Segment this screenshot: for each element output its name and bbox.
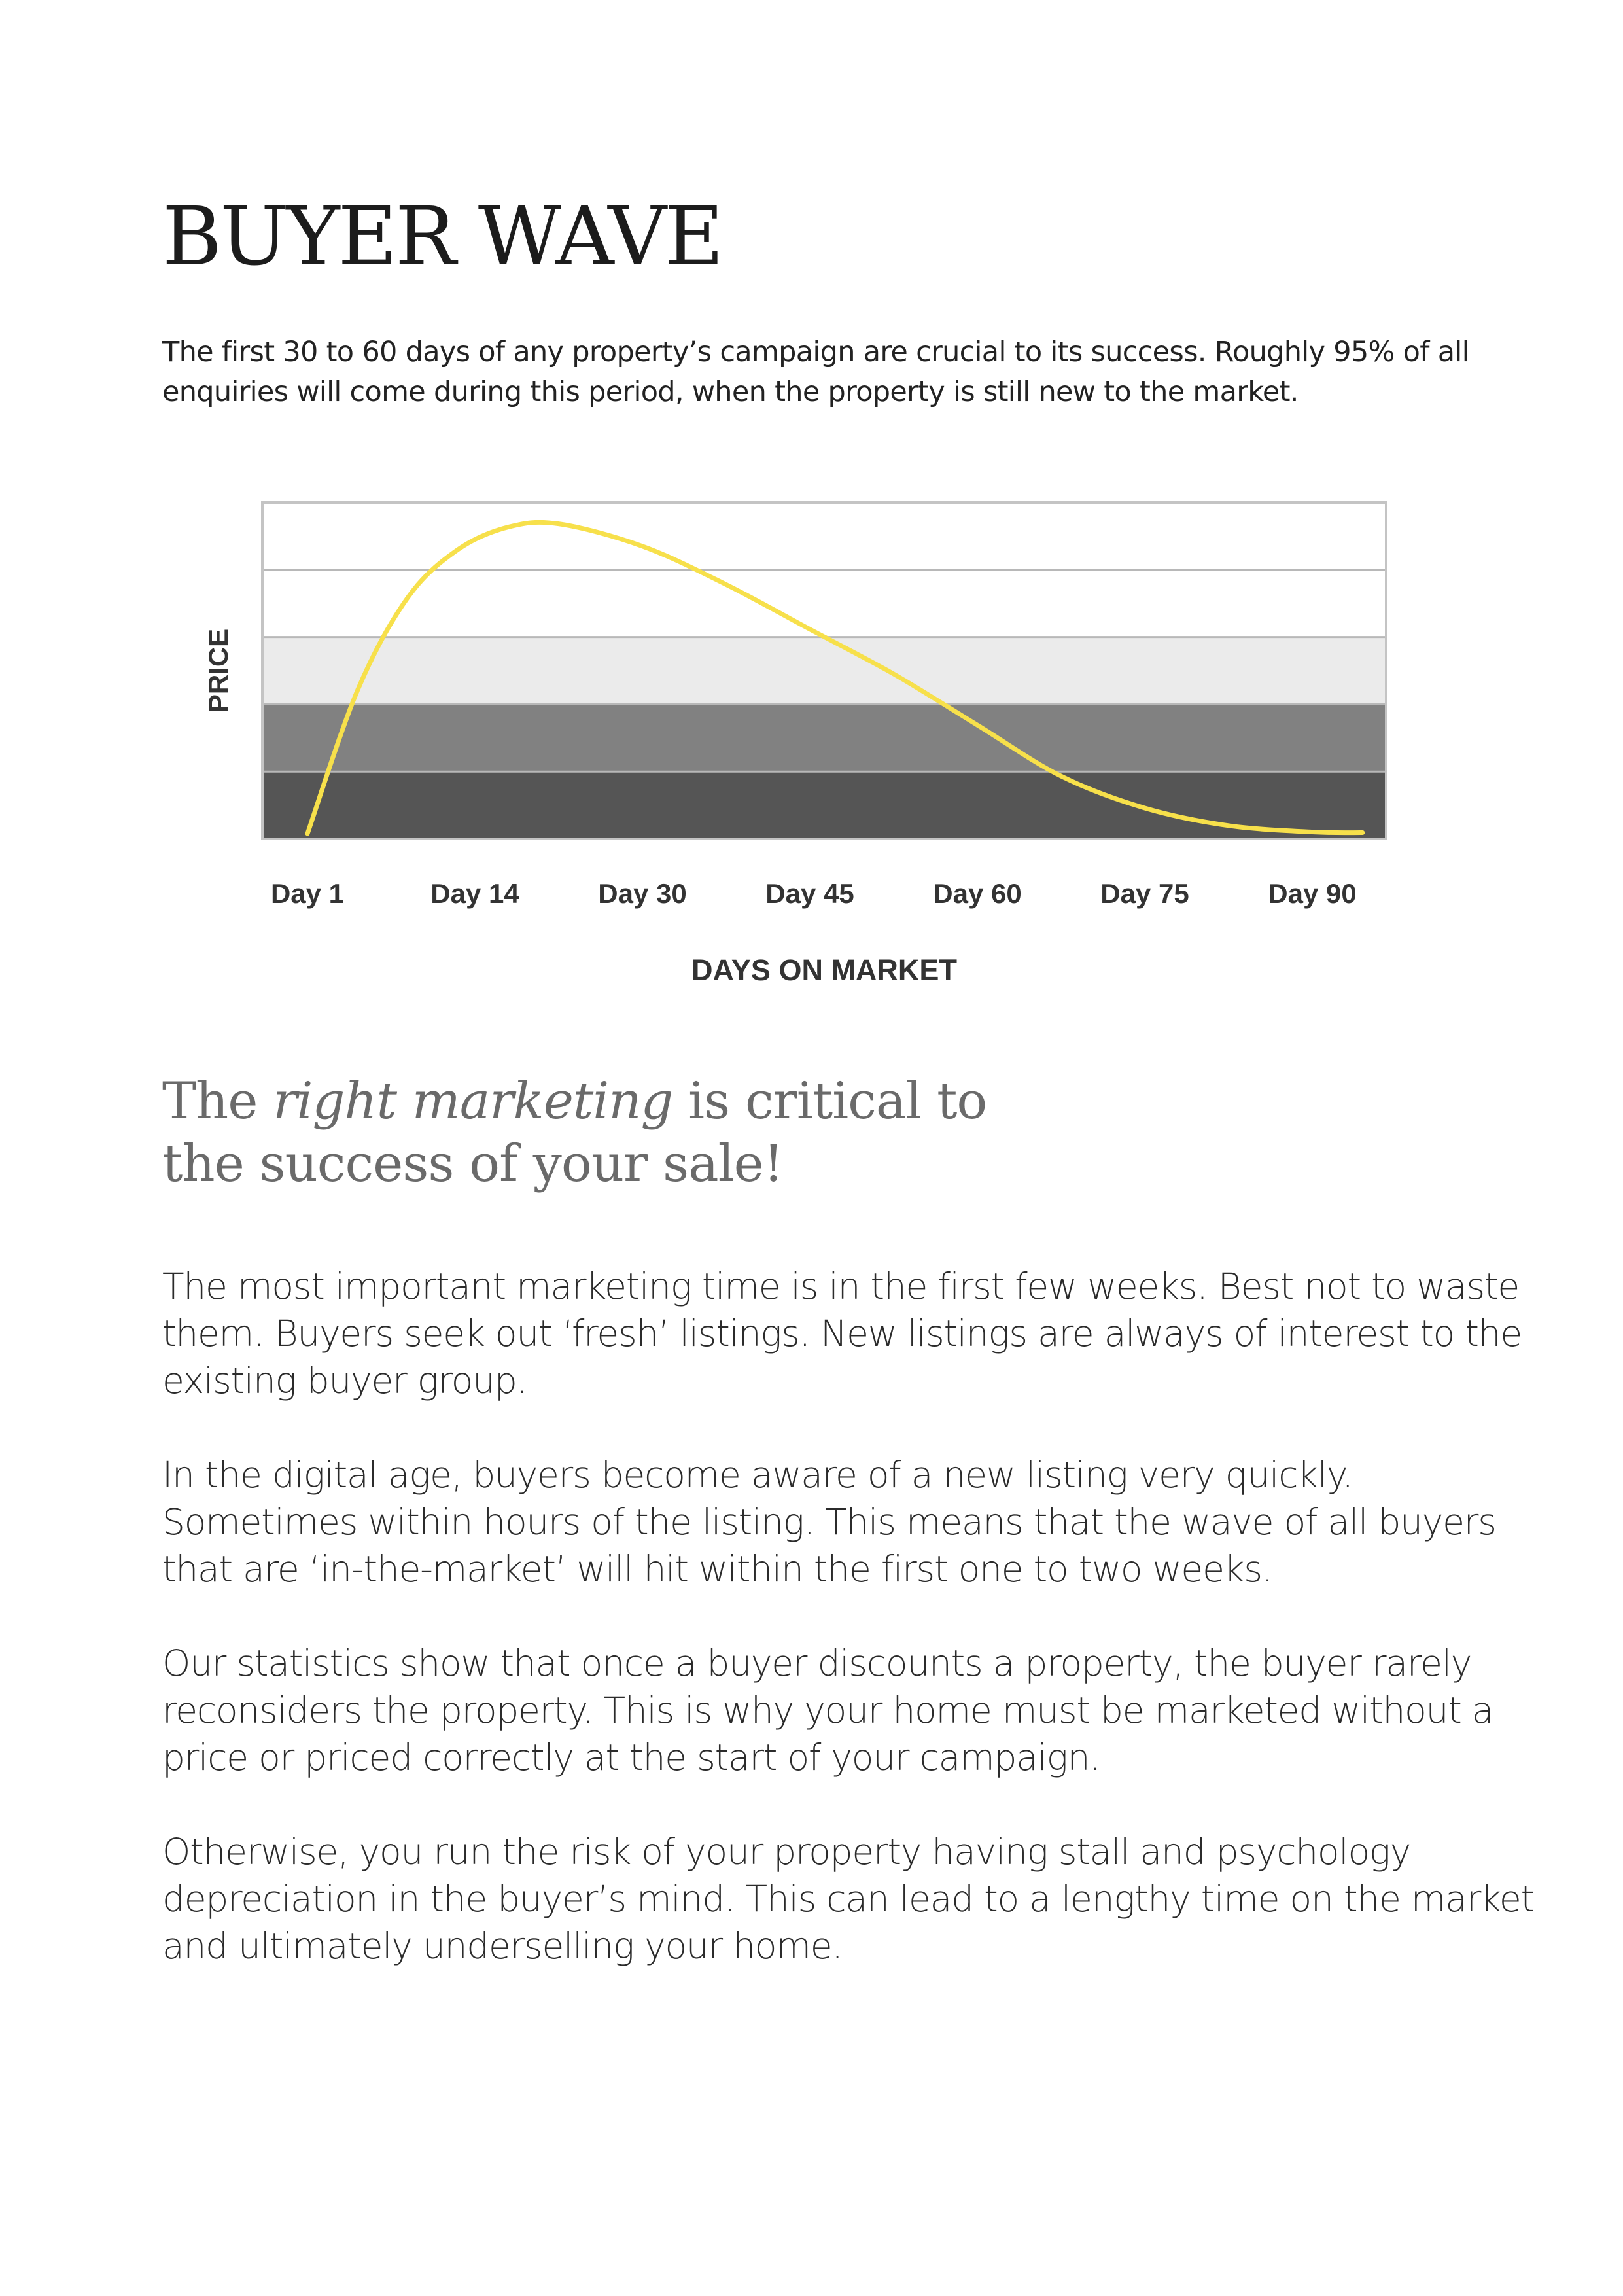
price-band	[262, 704, 1386, 771]
section-heading-start: The	[162, 1072, 273, 1131]
paragraph: In the digital age, buyers become aware of a new listing very quickly. Sometimes within hours of the listing. This means that the wave of all buyers that are ‘in-the-market’ will hit within the first one to two weeks.	[162, 1454, 1496, 1590]
section-heading-end: is critical to the success of your sale!	[162, 1072, 987, 1193]
intro-text: The first 30 to 60 days of any property’s campaign are crucial to its success. Roughly 95% of all enquiries will come during this period, when the property is still new to the market.	[162, 336, 1469, 408]
x-tick-label: Day 1	[270, 878, 345, 909]
price-band	[262, 771, 1386, 839]
x-tick-label: Day 90	[1268, 878, 1357, 909]
x-tick-labels	[271, 878, 1357, 909]
x-tick-label: Day 45	[765, 878, 854, 909]
price-band	[262, 570, 1386, 637]
x-tick-label: Day 30	[598, 878, 687, 909]
paragraph: Otherwise, you run the risk of your property having stall and psychology depreciation in the buyer’s mind. This can lead to a lengthy time on the market and ultimately underselling your home.	[162, 1831, 1534, 1967]
buyer-wave-chart	[0, 0, 1623, 1047]
x-tick-label: Day 14	[430, 878, 519, 909]
y-axis-label: PRICE	[203, 628, 234, 713]
body-text	[162, 1263, 1536, 2017]
paragraph: The most important marketing time is in the first few weeks. Best not to waste them. Buyers seek out ‘fresh’ listings. New listings are always of interest to the existing buyer group.	[162, 1265, 1522, 1402]
section-heading-emphasis: right marketing	[273, 1072, 673, 1131]
price-bands	[262, 503, 1386, 839]
page-title: BUYER WAVE	[162, 190, 722, 284]
x-tick-label: Day 75	[1100, 878, 1189, 909]
x-tick-label: Day 60	[933, 878, 1022, 909]
price-band	[262, 637, 1386, 705]
paragraph: Our statistics show that once a buyer discounts a property, the buyer rarely reconsiders the property. This is why your home must be marketed without a price or priced correctly at the start of your campaign.	[162, 1642, 1493, 1778]
x-axis-label: DAYS ON MARKET	[691, 953, 957, 987]
section-heading	[162, 1070, 1078, 1195]
price-band	[262, 503, 1386, 570]
